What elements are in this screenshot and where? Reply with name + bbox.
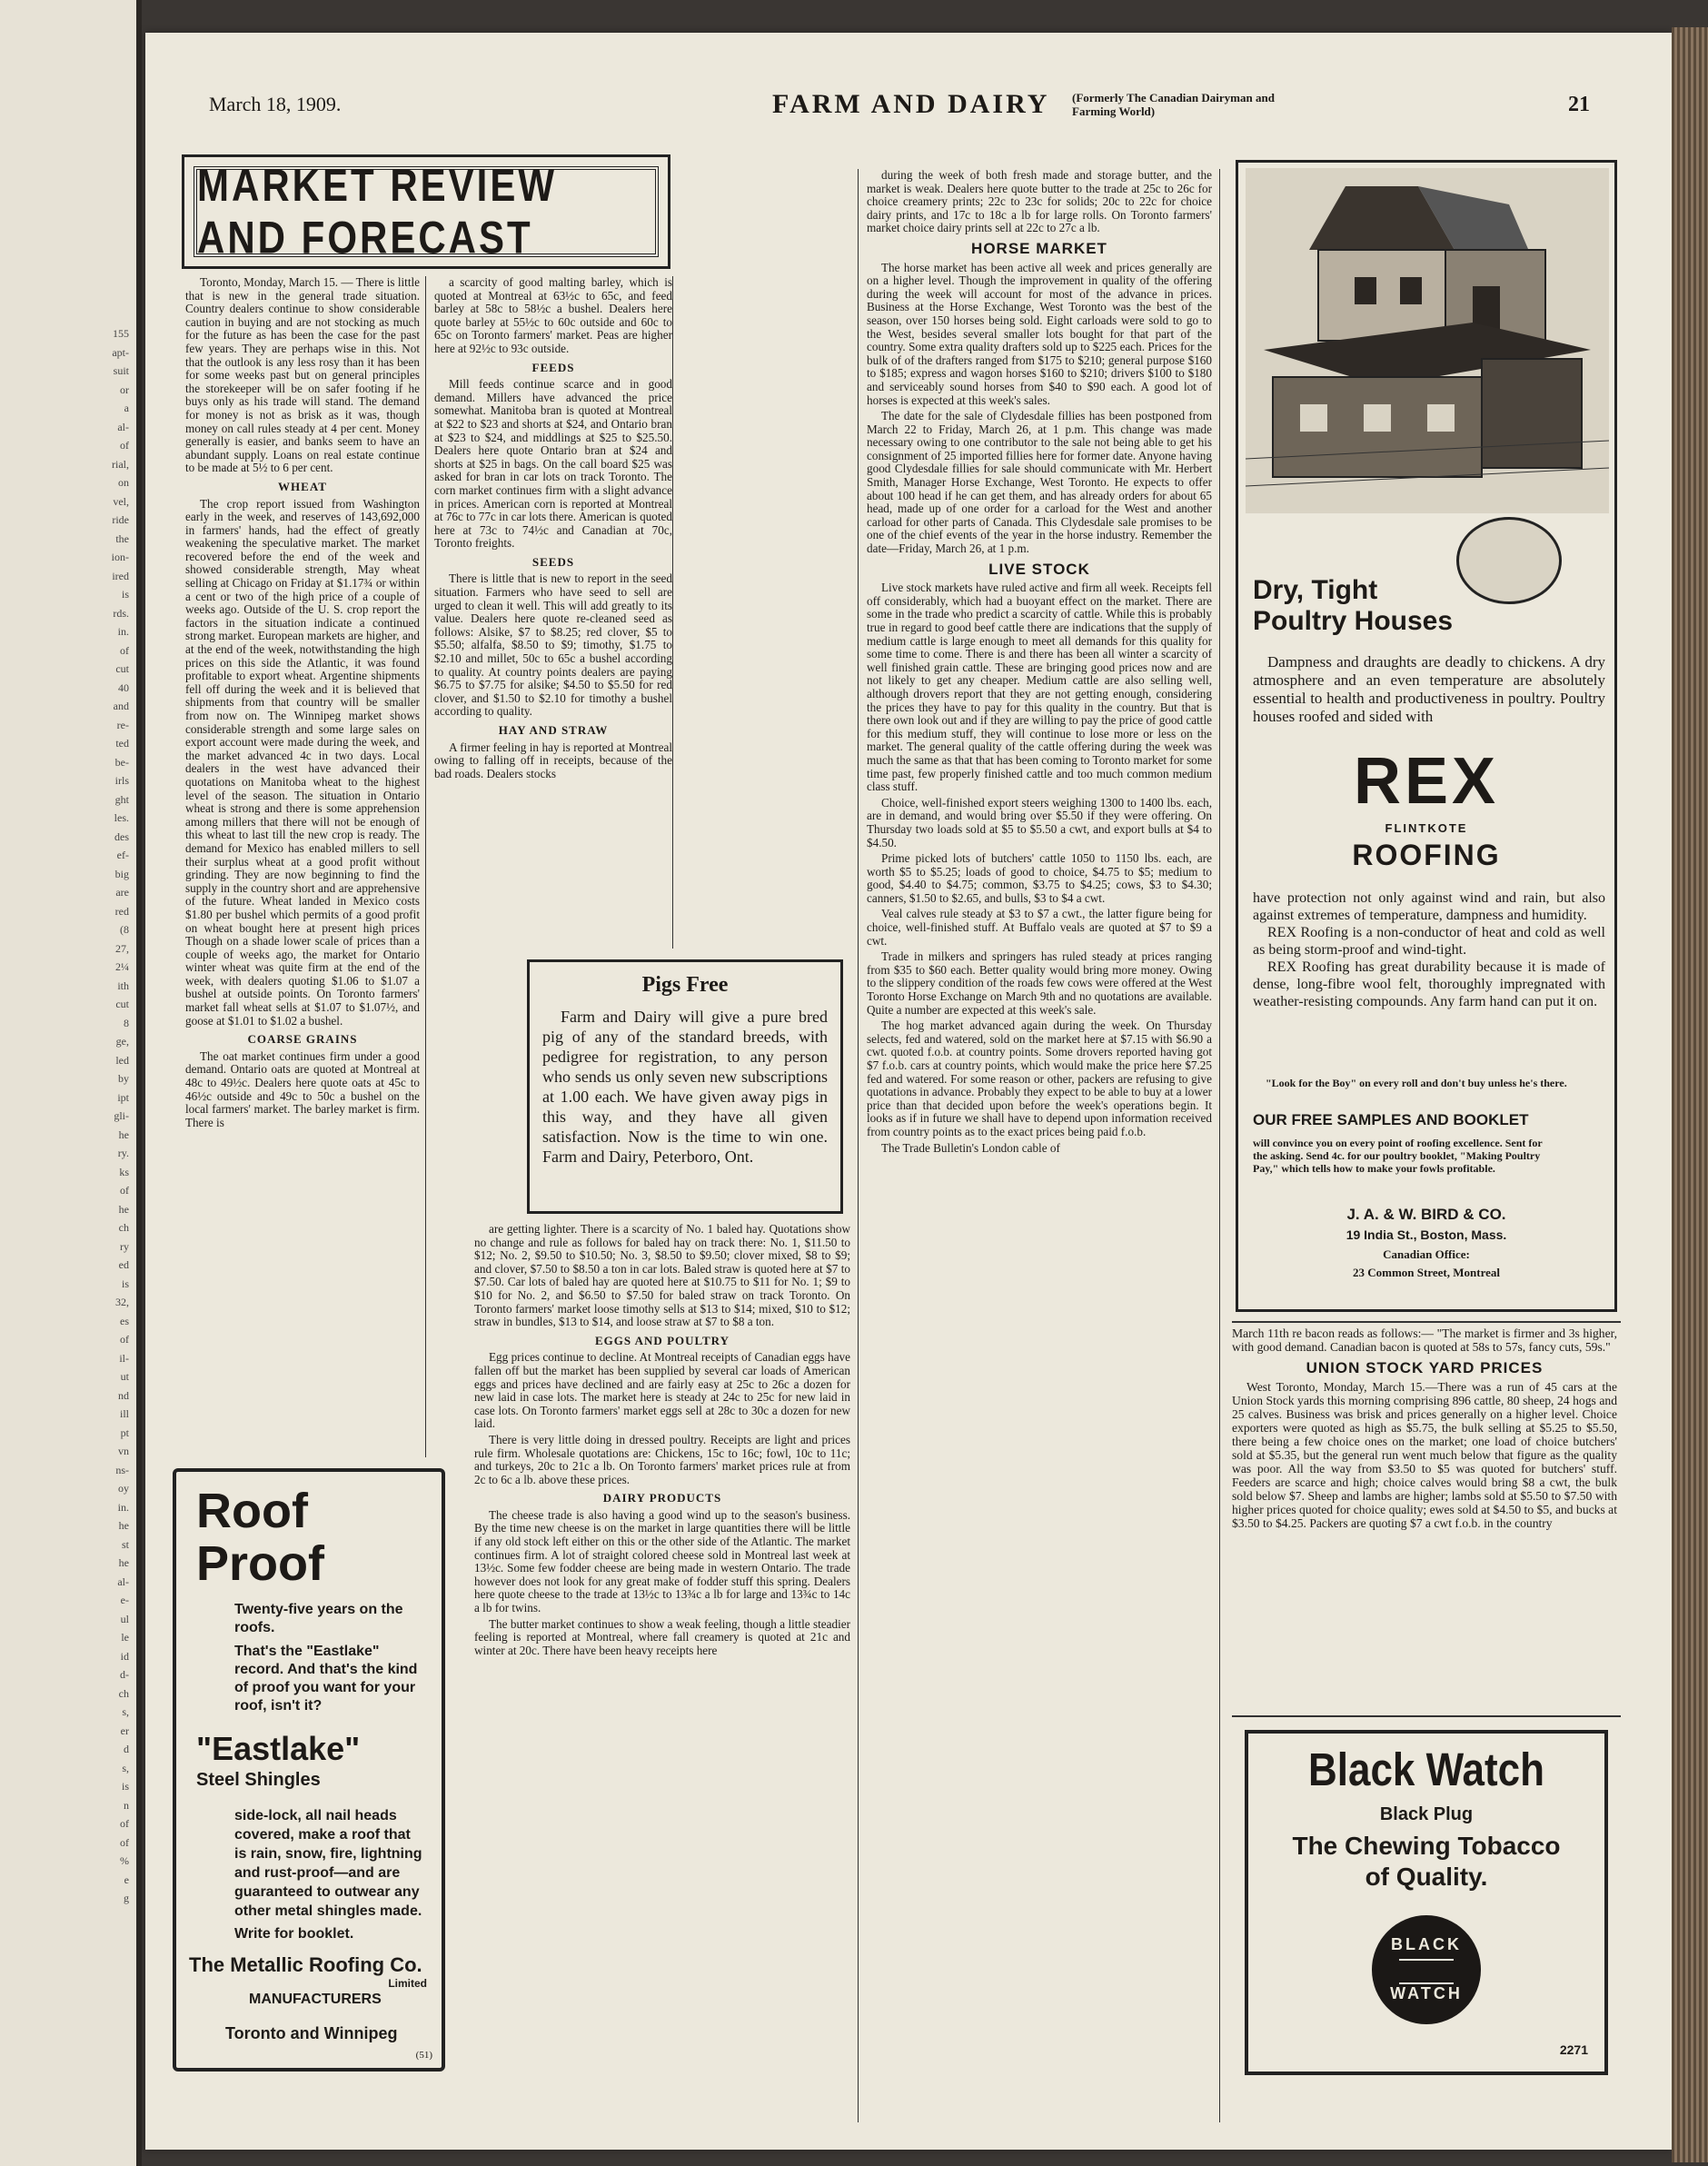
coarse-grains-heading: COARSE GRAINS <box>247 1032 358 1047</box>
veal-paragraph: Veal calves rule steady at $3 to $7 a cwt., the latter figure being for choice, well-finished stuff. At Buffalo veals are quoted at $7 to $9 a cwt. <box>867 907 1212 948</box>
left-page-text-fragment: of <box>120 439 129 452</box>
column-1 <box>185 276 420 1468</box>
section-rule <box>1232 1321 1621 1323</box>
rex-body <box>1253 889 1605 1010</box>
left-page-text-fragment: ion- <box>111 551 129 563</box>
left-page-text-fragment: e <box>124 1873 129 1886</box>
pigs-free-body: Farm and Dairy will give a pure bred pig of any of the standard breeds, with pedigree for registration, to any person who sends us only seven new subscriptions at 1.00 each. We have given away pigs in this way, and they have all given satisfaction. Now is the time to win one. Farm and Dairy, Peterboro, Ont. <box>542 1008 828 1166</box>
left-page-text-fragment: vn <box>118 1445 129 1457</box>
roof-proof-line-1: Roof <box>196 1484 308 1538</box>
left-page-text-fragment: of <box>120 1835 129 1849</box>
rex-headline-line-1: Dry, Tight <box>1253 575 1378 605</box>
left-page-text-fragment: rds. <box>113 606 129 620</box>
seeds-paragraph: There is little that is new to report in the seed situation. Farmers who have seed to sell are urged to clean it well. This will add greatly to its value. Dealers here quote re-cleaned seed as follows: Alsike, $7 to $8.25; red clover, $5 to $5.50; alfalfa, $8.50 to $9; timothy, $1.75 to $2.10 and millet, 50c to 65c a bushel according to quality. At country points dealers are paying $6.75 to $7.75 for alsike; $4.50 to $5.50 for red clover, and $1.50 to $2.10 for timothy a bushel according to quality. <box>434 571 672 719</box>
feeds-paragraph: Mill feeds continue scarce and in good demand. Millers have advanced the price somewhat. Manitoba bran is quoted at Montreal at $22 to $23 and shorts at $24, and Ontario bran at $23 to $24, and middlings at $25 to $25.50. Dealers here quote Ontario bran at $24 and shorts at $25 in bags. On the call board $25 was asked for bran in car lots on track Toronto. The corn market continues firm with a slight advance in prices. American corn is reported at Montreal at 76c to 77c in car lots there. American is quoted here at 73c to 74½c and Canadian at 70c, Toronto freights. <box>434 377 672 551</box>
roof-proof-line-2: Proof <box>196 1536 324 1591</box>
section-rule <box>1232 1715 1621 1717</box>
metallic-company: The Metallic Roofing Co. <box>189 1953 422 1976</box>
left-page-text-fragment: al- <box>117 1575 129 1588</box>
black-watch-code: 2271 <box>1559 2042 1588 2057</box>
eastlake-roof-ad <box>173 1468 445 2072</box>
left-page-text-fragment: oy <box>118 1482 129 1495</box>
left-page-text-fragment: cut <box>115 662 129 675</box>
rex-company: J. A. & W. BIRD & CO. <box>1346 1206 1506 1223</box>
eastlake-code: (51) <box>415 2050 432 2061</box>
issue-date: March 18, 1909. <box>209 93 342 115</box>
rex-boy-note: "Look for the Boy" on every roll and don't buy unless he's there. <box>1266 1077 1567 1089</box>
trade-bulletin-paragraph: The Trade Bulletin's London cable of <box>881 1140 1060 1155</box>
rex-intro: Dampness and draughts are deadly to chickens. A dry atmosphere and an even temperature are absolutely essential to health and productiveness in poultry. Poultry houses roofed and sided with <box>1253 653 1605 725</box>
column-3 <box>867 169 1212 2137</box>
left-page-text-fragment: in. <box>117 625 129 638</box>
left-page-text-fragment: d- <box>120 1668 129 1681</box>
left-page-text-fragment: ill <box>119 1407 129 1420</box>
column-rule <box>858 169 859 2122</box>
black-watch-title: Black Watch <box>1307 1744 1544 1796</box>
eastlake-body: side-lock, all nail heads covered, make a roof that is rain, snow, fire, lightning and rust-proof—and are guaranteed to outwear any other metal shingles made. <box>234 1808 422 1919</box>
left-page-text-fragment: a <box>124 402 129 414</box>
left-page-text-fragment: ipt <box>117 1090 129 1104</box>
rex-roofing-ad <box>1236 160 1617 1312</box>
left-page-text-fragment: st <box>121 1537 129 1551</box>
hog-market-paragraph: The hog market advanced again during the week. On Thursday selects, fed and watered, sold on the market here at $7.15 with $6.90 a cwt. quoted f.o.b. at country points. Some drovers reported having got $7 f.o.b. cars at country points, which would make the price here $7.25 fed and watered. For some reason or other, packers are refusing to give quotations in advance. Probably they expect to be able to buy at a lower price than that decided upon before the week's operations begin. It looks as if in future we shall have to depend upon information received from country points as to the exact prices being paid f.o.b. <box>867 1018 1212 1138</box>
butchers-cattle-paragraph: Prime picked lots of butchers' cattle 1050 to 1150 lbs. each, are worth $5 to $5.25; loads of good to choice, $4.75 to $5; medium to good, $4.40 to $4.75; common, $3.75 to $4.25; cows, $3 to $4.30; canners, $1.50 to $2.65, and bulls, $3 to $4 a cwt. <box>867 851 1212 905</box>
bacon-paragraph: March 11th re bacon reads as follows:— "The market is firmer and 3s higher, with good demand. Canadian bacon is quoted at 58s to 57s, fancy cuts, 59s." <box>1232 1326 1617 1354</box>
eastlake-brand: "Eastlake" <box>196 1730 361 1767</box>
rex-canadian-office: Canadian Office: <box>1383 1247 1470 1261</box>
left-page-text-fragment: 32, <box>115 1296 129 1308</box>
left-page-text-fragment: be- <box>114 755 129 769</box>
roof-intro-2: That's the "Eastlake" record. And that's the kind of proof you want for your roof, isn't it? <box>234 1644 418 1714</box>
milkers-paragraph: Trade in milkers and springers has ruled steady at prices ranging from $35 to $60 each. Better quality would bring more money. Owing to the slippery condition of the roads few cows were offered at the West Toronto Horse Exchange on March 9th and no quotations are available. Quite a number are expected at this week's sale. <box>867 949 1212 1017</box>
live-stock-paragraph: Live stock markets have ruled active and firm all week. Receipts fell off considerably, which had a buoyant effect on the market. There are some in the trade who predict a scarcity of cattle. While this is probably true in regard to good beef cattle there are indications that the supply of medium cattle is large enough to meet all demands for this quality for some time to come. There is and there has been all winter a scarcity of well finished grain cattle. These are bringing good prices now and are not likely to get any cheaper. Medium cattle are also selling well, although drovers report that they are not getting enough, considering the prices they have to pay for this quality in the country. But that is there own look out and if they are willing to pay the price of good cattle for this medium stuff, they will continue to lose more or less on the market. The general quality of the cattle offering during the week was much the same as that that has been coming to Toronto market for some time past, few properly finished cattle and too much common medium class stuff. <box>867 581 1212 794</box>
left-page-text-fragment: s, <box>122 1705 129 1718</box>
left-page-text-fragment: ef- <box>116 849 129 861</box>
seeds-heading: SEEDS <box>531 554 575 569</box>
rex-flintkote: FLINTKOTE <box>1385 821 1468 835</box>
seal-band-icon <box>1399 1959 1454 1984</box>
rex-body-1: have protection not only against wind and rain, but also against extremes of temperature, dampness and humidity. <box>1253 890 1605 923</box>
market-review-masthead <box>182 154 670 269</box>
left-page-text-fragment: nd <box>118 1388 129 1402</box>
rex-headline-line-2: Poultry Houses <box>1253 606 1454 636</box>
black-watch-seal <box>1372 1915 1481 2024</box>
dairy-paragraph: The cheese trade is also having a good wind up to the season's business. By the time new cheese is on the market in large quantities there will be little if any old stock left either on this or the other side of the Atlantic. The market continues firm. A lot of straight colored cheese sold in Montreal last week at 13½c. Some few fodder cheese are being made in western Ontario. The trade however does not look for any great make of fodder stuff this spring. Dealers here quote cheese to the trade at 13½c to 13¾c a lb for large and 13¾c to 14c a lb for twins. <box>474 1507 850 1615</box>
left-page-text-fragment: apt- <box>112 345 129 359</box>
left-page-text-fragment: er <box>120 1724 129 1737</box>
hay-paragraph: A firmer feeling in hay is reported at Montreal owing to falling off in receipts, because of the bad roads. Dealers stocks <box>434 740 672 780</box>
left-page-fragment <box>0 0 142 2166</box>
column-4 <box>1232 1326 1617 1712</box>
left-page-text-fragment: he <box>118 1556 129 1569</box>
left-page-text-fragment: of <box>120 1184 129 1197</box>
left-page-text-fragment: and <box>113 700 129 712</box>
rex-body-2: REX Roofing is a non-conductor of heat and cold as well as being storm-proof and wind-tight. <box>1253 925 1605 958</box>
left-page-text-fragment: in. <box>117 1500 129 1514</box>
column-rule <box>425 276 426 1457</box>
left-page-text-fragment: or <box>120 383 129 396</box>
left-page-text-fragment: the <box>115 532 129 545</box>
eastlake-cta: Write for booklet. <box>234 1926 354 1942</box>
left-page-text-fragment: il- <box>119 1351 129 1365</box>
wheat-paragraph: The crop report issued from Washington early in the week, and reserves of 143,692,000 in farmers' hands, had the effect of greatly weakening the speculative market. The market recovered before the end of the week and showed considerable strength, May wheat selling at Chicago on Friday at $1.17¾ or within a cent or two of the high price of a couple of weeks ago. Outside of the U. S. crop report the factors in the situation indicate a continued strong market. European markets are higher, and at the end of the week, notwithstanding the high prices on this side the Atlantic, it was found profitable to export wheat. Argentine shipments fell off during the week and it is believed that shipments from that country will be smaller from now on. The Winnipeg market shows considerable strength and some large sales on export account were made during the week, and the market advanced 4c in two days. Local dealers in the west have advanced their quotations on Manitoba wheat to the highest level of the season. The situation in Ontario wheat is strong and there is some apprehension among millers that there will not be enough of this wheat to last till the new crop is ready. The demand for Mexico has enabled millers to sell their surplus wheat at a good profit without grinding. They are now beginning to find the supply in the country short and are apprehensive of the future. Wheat landed in Mexico costs $1.80 per bushel which permits of a good profit on wheat bought here at present high prices Though on a shade lower scale of prices than a couple of weeks ago, the market for Ontario winter wheat was quite firm at the end of the week, with dealers quoting $1.06 to $1.07 a bushel at outside points. On Toronto farmers' market fall wheat sells at $1.07 to $1.07½, and goose at $1.01 to $1.02 a bushel. <box>185 496 420 1028</box>
left-page-text-fragment: ted <box>115 737 129 750</box>
rex-canadian-address: 23 Common Street, Montreal <box>1353 1266 1500 1279</box>
left-page-text-fragment: of <box>120 1333 129 1346</box>
publication-title: FARM AND DAIRY <box>772 89 1050 119</box>
feeds-heading: FEEDS <box>531 360 575 374</box>
left-page-text-fragment: cut <box>115 998 129 1010</box>
metallic-cities: Toronto and Winnipeg <box>225 2024 398 2042</box>
left-page-text-fragment: ks <box>119 1165 129 1178</box>
left-page-text-fragment: % <box>120 1854 129 1867</box>
left-page-text-fragment: 27, <box>115 941 129 955</box>
left-page-text-fragment: s, <box>122 1761 129 1774</box>
black-watch-ad <box>1245 1730 1608 2075</box>
left-page-text-fragment: big <box>114 867 129 880</box>
coarse-grains-paragraph: The oat market continues firm under a good demand. Ontario oats are quoted at Montreal at 48c to 49½c. Dealers here quote oats at 45c to 46½c outside and 49c to 50c a bushel on the local farmers' market. The barley market is firm. There is <box>185 1048 420 1129</box>
left-page-text-fragment: ry. <box>117 1147 129 1159</box>
column-rule <box>1219 169 1220 2122</box>
hay-heading: HAY AND STRAW <box>498 723 609 737</box>
left-page-text-fragment: des <box>114 830 129 843</box>
left-page-text-fragment: ired <box>112 569 129 582</box>
column-rule <box>672 276 673 949</box>
left-page-text-fragment: 8 <box>124 1016 129 1029</box>
left-page-text-fragment: suit <box>113 364 129 377</box>
left-page-text-fragment: es <box>120 1314 129 1327</box>
left-page-text-fragment: is <box>121 588 129 601</box>
left-page-text-fragment: ge, <box>115 1035 129 1048</box>
eggs-paragraph: Egg prices continue to decline. At Montreal receipts of Canadian eggs have fallen off but the market has been supplied by several car loads of American eggs and prices have declined and are fairly easy at 25c to 26c a dozen for new laid in case lots. The market here is steady at 24c to 25c for new laid in case lots. On Toronto farmers' market eggs sell at 28c to 30c a dozen for new laid. <box>474 1350 850 1431</box>
poultry-house-illustration <box>1246 168 1609 513</box>
column-2-bottom <box>474 1223 850 2135</box>
butter-continued-paragraph: during the week of both fresh made and storage butter, and the market is weak. Dealers here quote butter to the trade at 25c to 26c for choice creamery prints; 22c to 23c for solids; 20c to 22c for choice dairy prints, and 17c to 18c a lb for large rolls. On Toronto farmers' market choice dairy prints sell at 22c to 27c a lb. <box>867 169 1212 235</box>
barley-paragraph: a scarcity of good malting barley, which is quoted at Montreal at 63½c to 65c, and feed barley at 58c to 58½c a bushel. Dealers here quote barley at 55½c to 60c outside and 60c to 65c on Toronto farmers' market. Peas are higher here at 92½c to 93c outside. <box>434 276 672 355</box>
masthead-frame <box>194 159 659 263</box>
wheat-heading: WHEAT <box>278 479 327 493</box>
roof-proof-headline <box>196 1485 324 1590</box>
rex-brand: REX <box>1353 745 1500 818</box>
left-page-text-fragment: ry <box>120 1239 129 1253</box>
rex-address: 19 India St., Boston, Mass. <box>1346 1227 1507 1242</box>
left-page-text-fragment: ns- <box>115 1463 129 1476</box>
left-page-text-fragment: ul <box>120 1612 129 1625</box>
left-page-text-fragment: red <box>114 904 129 918</box>
roof-intro <box>234 1601 425 1715</box>
left-page-text-fragment: led <box>115 1053 129 1067</box>
left-page-text-fragment: is <box>121 1780 129 1793</box>
left-page-text-fragment: he <box>118 1202 129 1216</box>
left-page-text-fragment: irls <box>114 774 129 787</box>
newspaper-page <box>145 33 1672 2150</box>
left-page-text-fragment: id <box>120 1649 129 1663</box>
butter-paragraph: The butter market continues to show a weak feeling, though a little steadier feeling is reported at Montreal, where fall creamery is quoted at 21c and winter at 20c. There have been heavy receipts here <box>474 1616 850 1657</box>
masthead-title: MARKET REVIEW AND FORECAST <box>197 159 557 263</box>
left-page-text-fragment: ght <box>114 792 129 806</box>
clydesdale-paragraph: The date for the sale of Clydesdale fillies has been postponed from March 22 to Friday, March 26, at 1 p.m. This change was made necessary owing to one contributor to the sale not being able to get his consignment of 25 imported fillies here for former date. Anyone having good Clydesdale fillies for sale should communicate with Mr. Herbert Smith, Manager Horse Exchange, West Toronto. He expects to offer about 100 head if he can get them, and has already orders for about 65 head, made up of one order for a carload for the West and another carload for other parts of Canada. This Clydesdale sale promises to be one of the chief events of the year in the horse industry. Remember the date—Friday, March 26, at 1 p.m. <box>867 409 1212 556</box>
metallic-limited: Limited <box>388 1977 427 1990</box>
left-page-text-fragment: les. <box>114 811 129 824</box>
left-page-text-fragment: ut <box>120 1370 129 1383</box>
left-page-text-fragment: gli- <box>114 1109 129 1122</box>
black-watch-sub: Black Plug <box>1379 1804 1474 1824</box>
column-2-top <box>434 276 672 967</box>
left-page-text-fragment: le <box>121 1631 129 1644</box>
union-stock-yard-paragraph: West Toronto, Monday, March 15.—There was a run of 45 cars at the Union Stock yards this morning comprising 896 cattle, 80 sheep, 24 hogs and 25 calves. Business was brisk and prices generally on a higher level. Choice exporters were quoted as high as $5.75, the bulk selling at $5.25 to $5.50, there being a few choice ones on the market; one load of choice butchers' sold at $5.35, but the general run went much below that figure as the quality was poor. All the way from $3.50 to $5 was quoted for butchers' stuff. Feeders are scarce and high; choice calves would bring $8 a cwt, the bulk sold below $7. Sheep and lambs are higher; lambs sold at $5.50 to $7.50 with higher prices quoted for choice quality; ewes sold at $4.50 to $5, and bucks at $3.50 to $4.25. Packers are quoting $7 a cwt f.o.b. in the country <box>1232 1380 1617 1530</box>
left-page-text-fragment: n <box>124 1798 129 1812</box>
rex-samples-heading: OUR FREE SAMPLES AND BOOKLET <box>1253 1111 1529 1128</box>
left-page-text-fragment: 40 <box>118 681 129 694</box>
left-page-text-fragment: 155 <box>113 327 129 340</box>
publication-subtitle: (Formerly The Canadian Dairyman and Farming World) <box>1072 91 1275 118</box>
rex-ad-headline <box>1253 575 1453 637</box>
rex-samples-body: will convince you on every point of roofing excellence. Sent for the asking. Send 4c. for our poultry booklet, "Making Poultry Pay," which tells how to make your fowls profitable. <box>1253 1137 1543 1175</box>
left-page-text-fragment: rial, <box>112 457 129 471</box>
eggs-heading: EGGS AND POULTRY <box>595 1333 730 1347</box>
seal-text-top: BLACK <box>1391 1935 1462 1953</box>
dairy-heading: DAIRY PRODUCTS <box>602 1491 722 1505</box>
left-page-text-fragment: ith <box>117 979 129 992</box>
left-page-text-fragment: vel, <box>113 494 129 508</box>
left-page-text-fragment: e- <box>120 1594 129 1606</box>
left-page-text-fragment: ride <box>112 513 129 526</box>
left-page-text-fragment: re- <box>116 718 129 731</box>
left-page-text-fragment: g <box>124 1892 129 1904</box>
left-page-text-fragment: are <box>115 886 129 899</box>
rex-roofing-word: ROOFING <box>1352 839 1501 871</box>
left-page-text-fragment: is <box>121 1277 129 1290</box>
union-stock-yard-heading: UNION STOCK YARD PRICES <box>1306 1359 1544 1376</box>
horse-market-paragraph: The horse market has been active all week and prices generally are on a higher level. Though the improvement in quality of the offering during the week will account for most of the advance in prices. Business at the Horse Exchange, West Toronto was the best of the season, over 150 horses being sold. Eight carloads were sold to go to the West, besides several smaller lots bought for that part of the country. Some extra quality drafters sold up to $225 each. Prices for the bulk of of the drafters ranged from $175 to $210; general purpose $160 to $185; express and wagon horses $160 to $210; drivers $100 to $180 and serviceably sound horses from $40 to $90 each. A good lot of horses is expected at this week's sales. <box>867 260 1212 407</box>
metallic-manufacturers: MANUFACTURERS <box>249 1992 382 2007</box>
left-page-text-fragment: 2¼ <box>115 960 129 973</box>
black-watch-tagline-1: The Chewing Tobacco <box>1292 1832 1561 1860</box>
pigs-free-title: Pigs Free <box>641 973 729 997</box>
rex-boy-seal-icon <box>1456 517 1562 604</box>
horse-market-heading: HORSE MARKET <box>971 239 1107 257</box>
eastlake-sub: Steel Shingles <box>196 1770 321 1790</box>
rex-body-3: REX Roofing has great durability because it is made of dense, long-fibre wool felt, thoroughly impregnated with weather-resisting compounds. Any farm hand can put it on. <box>1253 959 1605 1009</box>
page-number: 21 <box>1568 93 1590 116</box>
left-page-text-fragment: ed <box>118 1258 129 1271</box>
left-page-text-fragment: he <box>118 1519 129 1532</box>
left-page-text-fragment: ch <box>118 1221 129 1234</box>
left-page-text-fragment: al- <box>117 420 129 433</box>
left-page-text-fragment: on <box>118 476 129 489</box>
left-page-text-fragment: of <box>120 643 129 657</box>
page-header <box>209 89 1626 125</box>
book-spine <box>1672 27 1708 2162</box>
live-stock-heading: LIVE STOCK <box>988 560 1090 578</box>
export-steers-paragraph: Choice, well-finished export steers weighing 1300 to 1400 lbs. each, are in demand, and would bring over $5.50 if they were offering. On Thursday two loads sold at $5 to $5.50 a cwt, and export bulls at $4 to $4.50. <box>867 795 1212 850</box>
left-page-text-fragment: of <box>120 1817 129 1830</box>
left-page-text-fragment: (8 <box>120 923 129 936</box>
left-page-text-fragment: by <box>118 1072 129 1085</box>
left-page-text-fragment: pt <box>120 1426 129 1439</box>
hay-continued-paragraph: are getting lighter. There is a scarcity of No. 1 baled hay. Quotations show no change and rule as follows for baled hay on track there: No. 1, $11.50 to $12; No. 2, $9.50 to $10.50; No. 3, $8.50 to $9.50; clover mixed, $8 to $9; and clover, $7.50 to $8.50 a ton in car lots. Baled straw is quoted here at $7 to $7.50. Car lots of baled hay are quoted here at $10.75 to $11 for No. 1; $9 to $10 for No. 2, and $6.50 to $7.50 for baled straw on track Toronto. On Toronto farmers' market loose timothy sells at $13 to $14; mixed, $10 to $12; straw in bundles, $13 to $14, and loose straw at $7 to $8 a ton. <box>474 1223 850 1329</box>
poultry-paragraph: There is very little doing in dressed poultry. Receipts are light and prices rule firm. Wholesale quotations are: Chickens, 15c to 16c; fowl, 10c to 11c; and turkeys, 20c to 21c a lb. On Toronto farmers' market prices rule at from 2c to 6c a lb. above these prices. <box>474 1432 850 1486</box>
left-page-text-fragment: d <box>124 1743 129 1755</box>
left-page-text-fragment: ch <box>118 1686 129 1700</box>
roof-intro-1: Twenty-five years on the roofs. <box>234 1602 403 1635</box>
intro-paragraph: Toronto, Monday, March 15. — There is little that is new in the general trade situation. Country dealers continue to show considerable caution in buying and are not stocking as much for the future as has been the case for the past few years. They are perhaps wise in this. Not that the outlook is any less rosy than it has been for some weeks past but on general principles the storekeeper will be on safer footing if he buys only as his trade will stand. The demand for money is not as brisk as it was, though money on call rules steady at 4 per cent. Money generally is easier, and banks seem to have an abundant supply. Loans on real estate continue to be made at 5½ to 6 per cent. <box>185 276 420 475</box>
pigs-free-box <box>527 959 843 1214</box>
black-watch-tagline-2: of Quality. <box>1365 1863 1488 1891</box>
left-page-text-fragment: he <box>118 1128 129 1141</box>
seal-text-bottom: WATCH <box>1390 1984 1463 2002</box>
